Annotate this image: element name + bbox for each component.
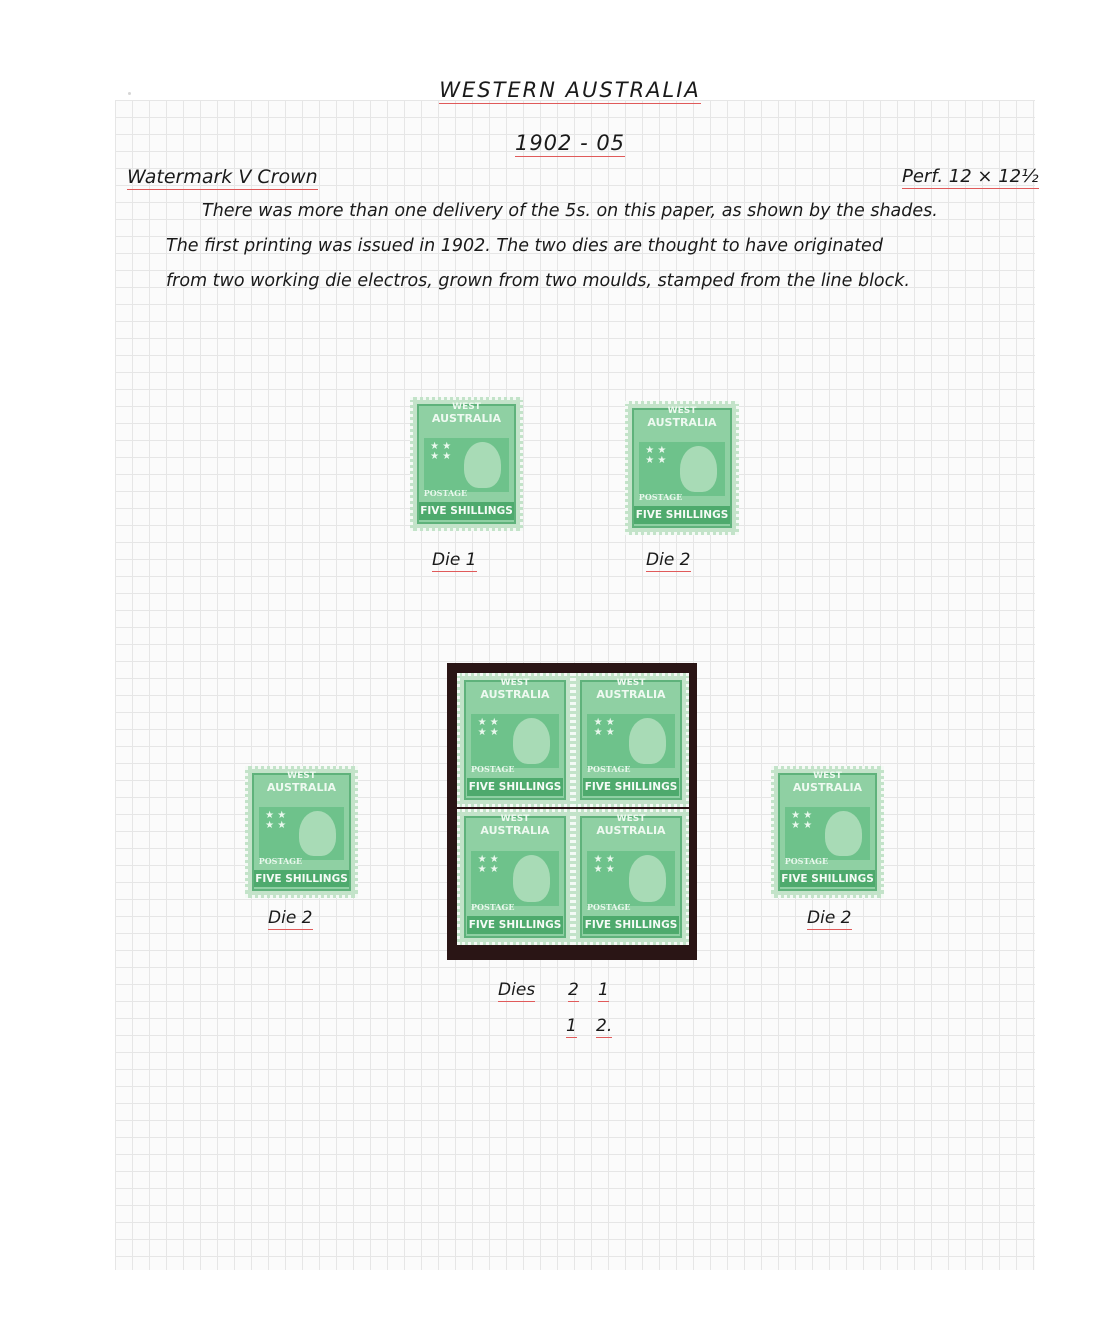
stamp-text-west: WEST: [667, 406, 697, 416]
stamp-die-2-top: [625, 401, 739, 535]
stamp-text-postage: POSTAGE: [258, 855, 303, 866]
stamp-die-1: [410, 397, 523, 531]
stamp-value-tablet: FIVE SHILLINGS: [419, 502, 513, 520]
block-stamp-r1c1: [457, 673, 573, 807]
queen-portrait-icon: [513, 855, 550, 902]
stamp-die-2-left: [245, 766, 358, 898]
block-stamp-r1c2: [573, 673, 689, 807]
southern-cross-icon: ★ ★ ★ ★: [645, 445, 667, 467]
southern-cross-icon: ★ ★ ★ ★: [593, 717, 615, 739]
caption-mid-left: Die 2: [268, 908, 313, 928]
southern-cross-icon: ★ ★ ★ ★: [430, 441, 452, 463]
stamp-text-postage: POSTAGE: [587, 764, 631, 775]
queen-portrait-icon: [629, 718, 666, 764]
block-stamp-r2c1: [457, 809, 573, 945]
watermark-note: Watermark V Crown: [127, 166, 318, 188]
stamp-value-tablet: FIVE SHILLINGS: [467, 916, 564, 934]
stamp-text-west: WEST: [616, 814, 646, 824]
perforation-note: Perf. 12 × 12½: [902, 166, 1039, 187]
caption-mid-right: Die 2: [807, 908, 852, 928]
block-die-r2c2: 2.: [596, 1016, 613, 1036]
stamp-text-west: WEST: [500, 678, 530, 688]
stamp-text-australia: AUSTRALIA: [266, 781, 337, 794]
stamp-text-australia: AUSTRALIA: [480, 688, 550, 701]
block-stamp-r2c2: [573, 809, 689, 945]
issue-years: 1902 - 05: [514, 131, 626, 155]
queen-portrait-icon: [825, 811, 861, 856]
stamp-text-australia: AUSTRALIA: [596, 688, 666, 701]
southern-cross-icon: ★ ★ ★ ★: [477, 853, 499, 875]
queen-portrait-icon: [464, 442, 500, 488]
queen-portrait-icon: [680, 446, 717, 492]
stamp-value-tablet: FIVE SHILLINGS: [254, 870, 348, 888]
block-die-r1c1: 2: [568, 980, 579, 1000]
stamp-text-australia: AUSTRALIA: [596, 824, 666, 837]
southern-cross-icon: ★ ★ ★ ★: [791, 809, 813, 831]
stamp-text-australia: AUSTRALIA: [480, 824, 550, 837]
stamp-text-postage: POSTAGE: [784, 855, 829, 866]
stamp-text-postage: POSTAGE: [471, 901, 515, 912]
southern-cross-icon: ★ ★ ★ ★: [265, 809, 287, 831]
stamp-text-west: WEST: [500, 814, 530, 824]
stamp-text-west: WEST: [287, 771, 316, 781]
stamp-text-west: WEST: [616, 678, 646, 688]
stamp-text-postage: POSTAGE: [471, 764, 515, 775]
description-line-1: There was more than one delivery of the 5s. on this paper, as shown by the shades.: [202, 201, 938, 221]
stamp-die-2-right: [771, 766, 884, 898]
southern-cross-icon: ★ ★ ★ ★: [593, 853, 615, 875]
block-die-r1c2: 1: [598, 980, 609, 1000]
stamp-text-australia: AUSTRALIA: [647, 416, 717, 429]
stamp-value-tablet: FIVE SHILLINGS: [634, 506, 729, 524]
stamp-text-australia: AUSTRALIA: [431, 412, 502, 425]
stamp-text-australia: AUSTRALIA: [792, 781, 863, 794]
caption-top-right: Die 2: [646, 550, 691, 570]
stamp-text-postage: POSTAGE: [587, 901, 631, 912]
stamp-text-postage: POSTAGE: [423, 488, 468, 499]
stamp-value-tablet: FIVE SHILLINGS: [583, 778, 680, 796]
stamp-value-tablet: FIVE SHILLINGS: [583, 916, 680, 934]
queen-portrait-icon: [513, 718, 550, 764]
stamp-value-tablet: FIVE SHILLINGS: [467, 778, 564, 796]
stamp-value-tablet: FIVE SHILLINGS: [780, 870, 874, 888]
stamp-text-west: WEST: [452, 402, 481, 412]
queen-portrait-icon: [629, 855, 666, 902]
queen-portrait-icon: [299, 811, 335, 856]
page-title: WESTERN AUSTRALIA: [439, 78, 701, 102]
stamp-text-west: WEST: [813, 771, 842, 781]
description-line-3: from two working die electros, grown from two moulds, stamped from the line block.: [166, 271, 910, 291]
block-die-r2c1: 1: [566, 1016, 577, 1036]
description-line-2: The first printing was issued in 1902. The two dies are thought to have originated: [166, 236, 883, 256]
caption-top-left: Die 1: [432, 550, 477, 570]
southern-cross-icon: ★ ★ ★ ★: [477, 717, 499, 739]
block-dies-label: Dies: [498, 980, 536, 1000]
stamp-text-postage: POSTAGE: [638, 492, 683, 503]
